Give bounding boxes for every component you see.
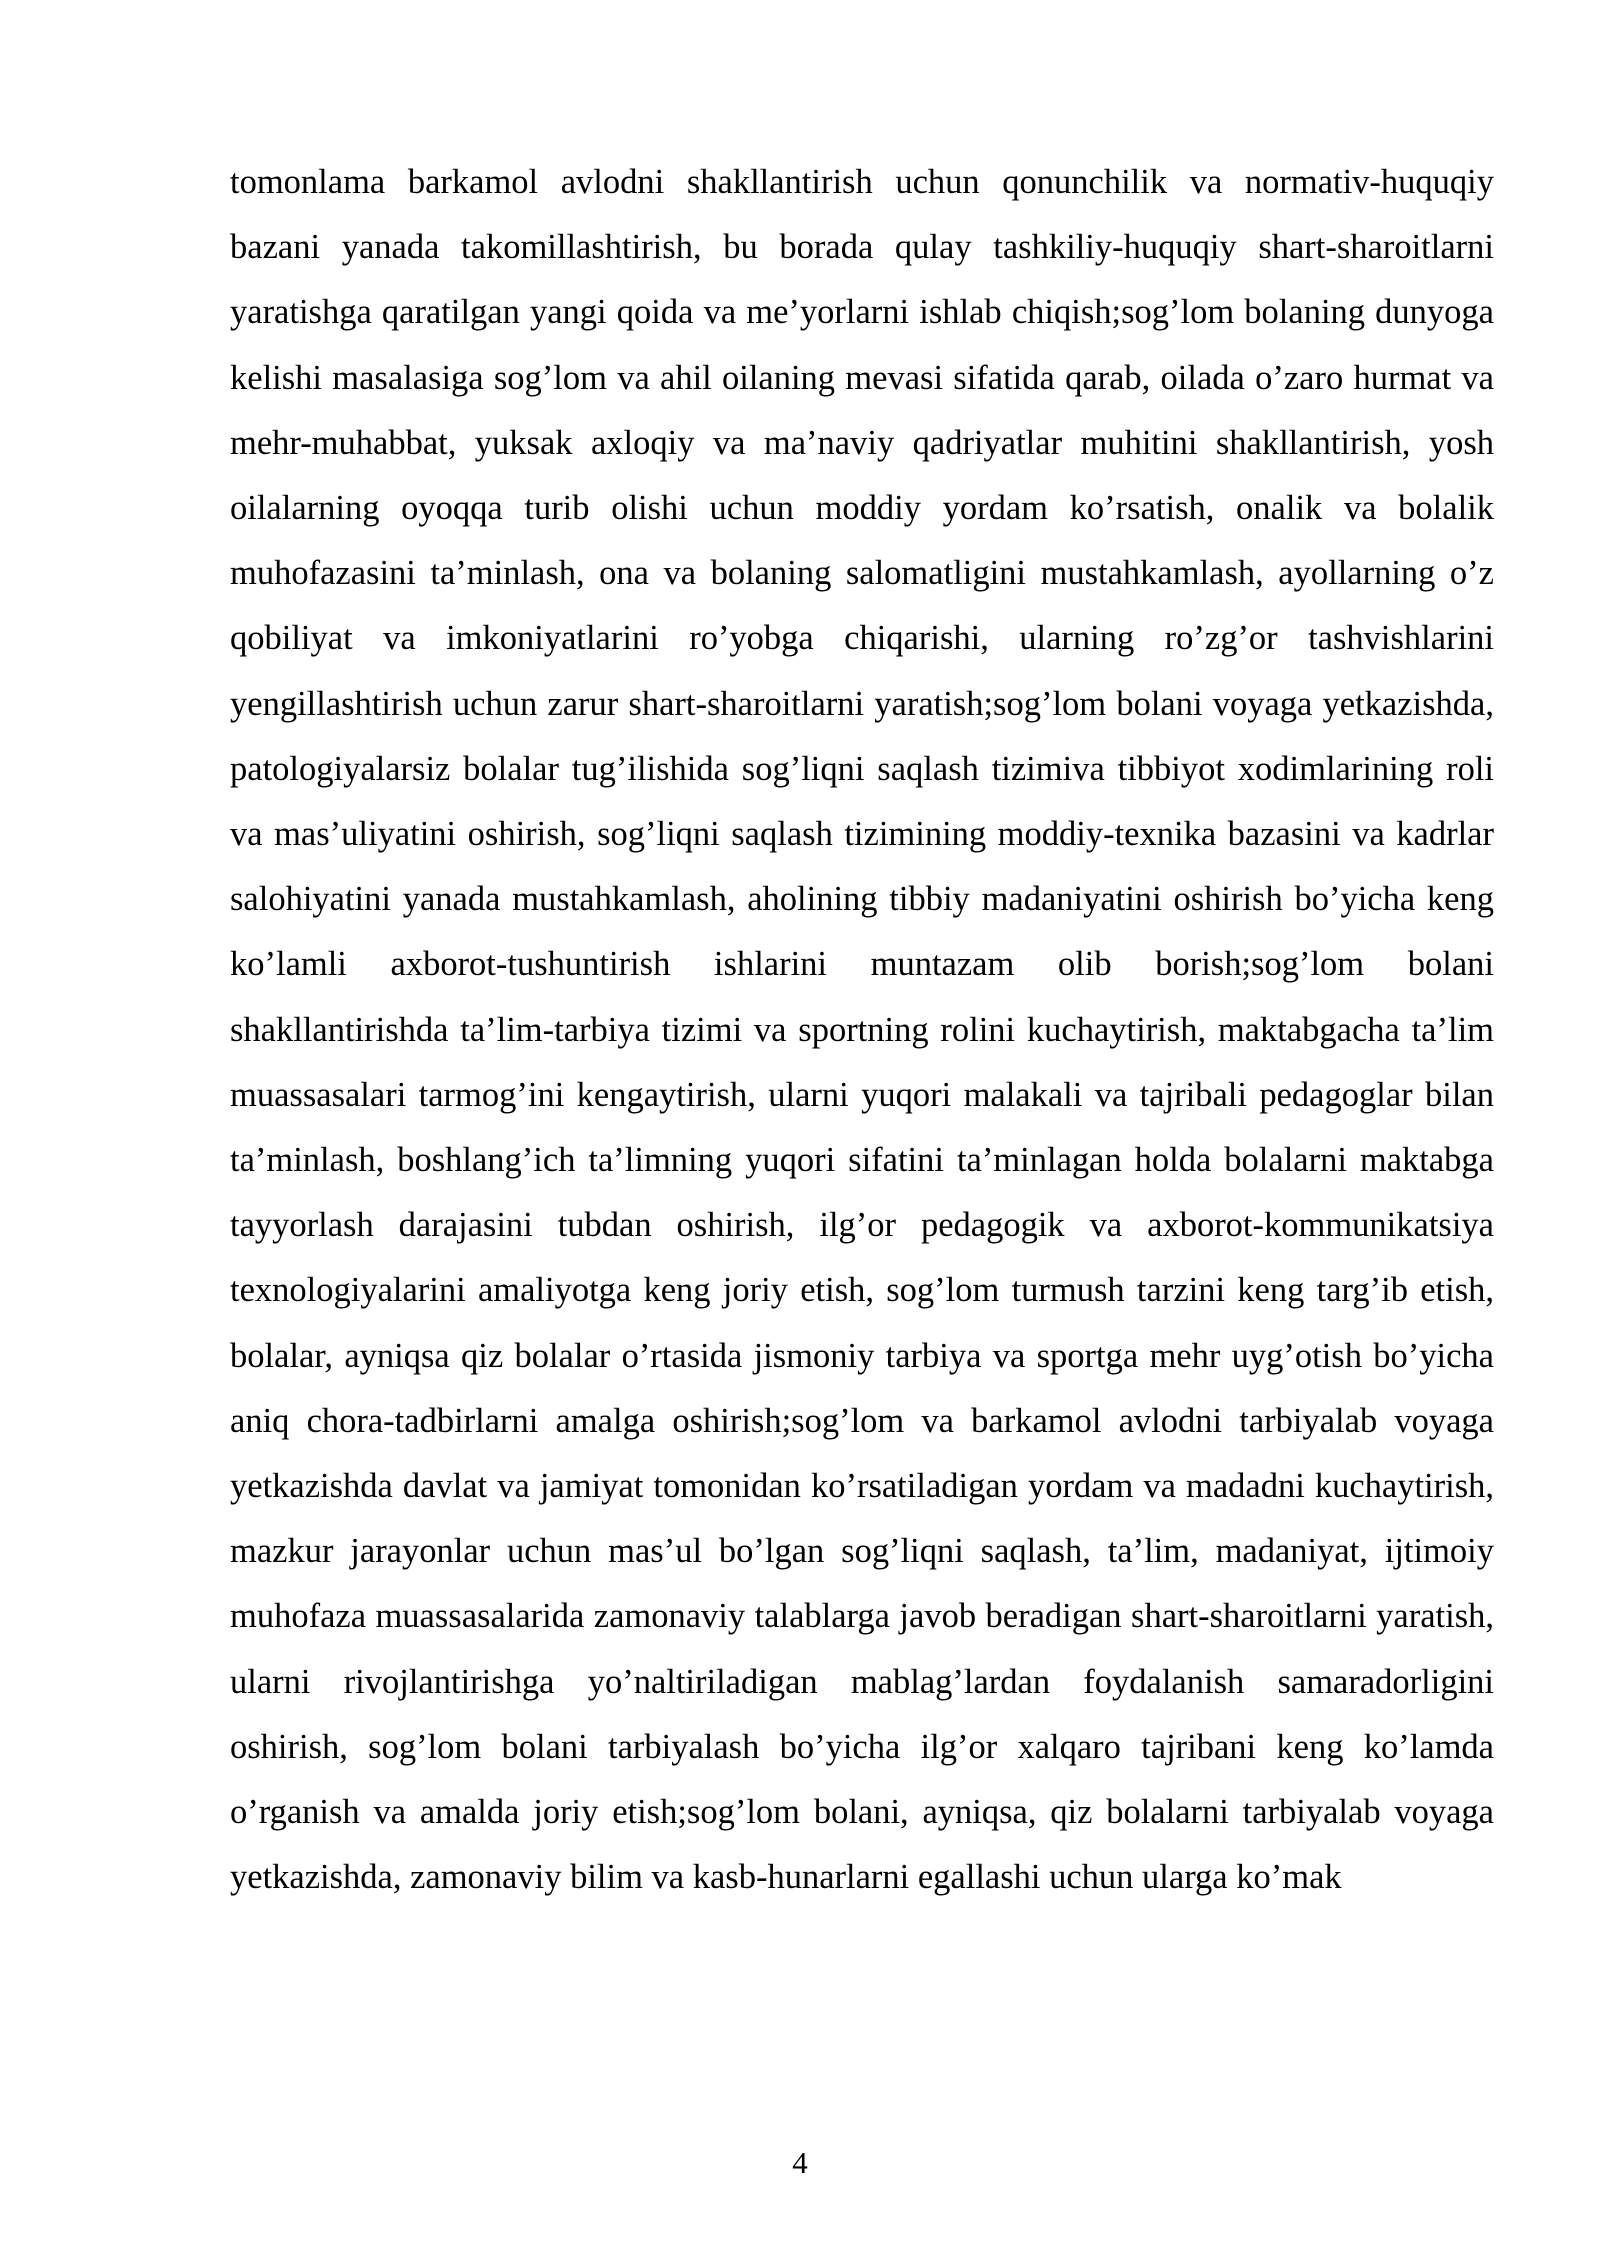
page-number: 4 [792, 2145, 808, 2180]
body-paragraph: tomonlama barkamol avlodni shakllantirish uchun qonunchilik va normativ-huquqiy bazani yanada takomillashtirish, bu borada qulay tashkiliy-huquqiy shart-sharoitlarni yaratishga qaratilgan yangi qoida va me’yorlarni ishlab chiqish;sog’lom bolaning dunyoga kelishi masalasiga sog’lom va ahil oilaning mevasi sifatida qarab, oilada o’zaro hurmat va mehr-muhabbat, yuksak axloqiy va ma’naviy qadriyatlar muhitini shakllantirish, yosh oilalarning oyoqqa turib olishi uchun moddiy yordam ko’rsatish, onalik va bolalik muhofazasini ta’minlash, ona va bolaning salomatligini mustahkamlash, ayollarning o’z qobiliyat va imkoniyatlarini ro’yobga chiqarishi, ularning ro’zg’or tashvishlarini yengillashtirish uchun zarur shart-sharoitlarni yaratish;sog’lom bolani voyaga yetkazishda, patologiyalarsiz bolalar tug’ilishida sog’liqni saqlash tizimiva tibbiyot xodimlarining roli va mas’uliyatini oshirish, sog’liqni saqlash tizimining moddiy-texnika bazasini va kadrlar salohiyatini yanada mustahkamlash, aholining tibbiy madaniyatini oshirish bo’yicha keng ko’lamli axborot-tushuntirish ishlarini muntazam olib borish;sog’lom bolani shakllantirishda ta’lim-tarbiya tizimi va sportning rolini kuchaytirish, maktabgacha ta’lim muassasalari tarmog’ini kengaytirish, ularni yuqori malakali va tajribali pedagoglar bilan ta’minlash, boshlang’ich ta’limning yuqori sifatini ta’minlagan holda bolalarni maktabga tayyorlash darajasini tubdan oshirish, ilg’or pedagogik va axborot-kommunikatsiya texnologiyalarini amaliyotga keng joriy etish, sog’lom turmush tarzini keng targ’ib etish, bolalar, ayniqsa qiz bolalar o’rtasida jismoniy tarbiya va sportga mehr uyg’otish bo’yicha aniq chora-tadbirlarni amalga oshirish;sog’lom va barkamol avlodni tarbiyalab voyaga yetkazishda davlat va jamiyat tomonidan ko’rsatiladigan yordam va madadni kuchaytirish, mazkur jarayonlar uchun mas’ul bo’lgan sog’liqni saqlash, ta’lim, madaniyat, ijtimoiy muhofaza muassasalarida zamonaviy talablarga javob beradigan shart-sharoitlarni yaratish, ularni rivojlantirishga yo’naltiriladigan mablag’lardan foydalanish samaradorligini oshirish, sog’lom bolani tarbiyalash bo’yicha ilg’or xalqaro tajribani keng ko’lamda o’rganish va amalda joriy etish;sog’lom bolani, ayniqsa, qiz bolalarni tarbiyalab voyaga yetkazishda, zamonaviy bilim va kasb-hunarlarni egallashi uchun ularga ko’mak [230, 163, 1494, 1897]
